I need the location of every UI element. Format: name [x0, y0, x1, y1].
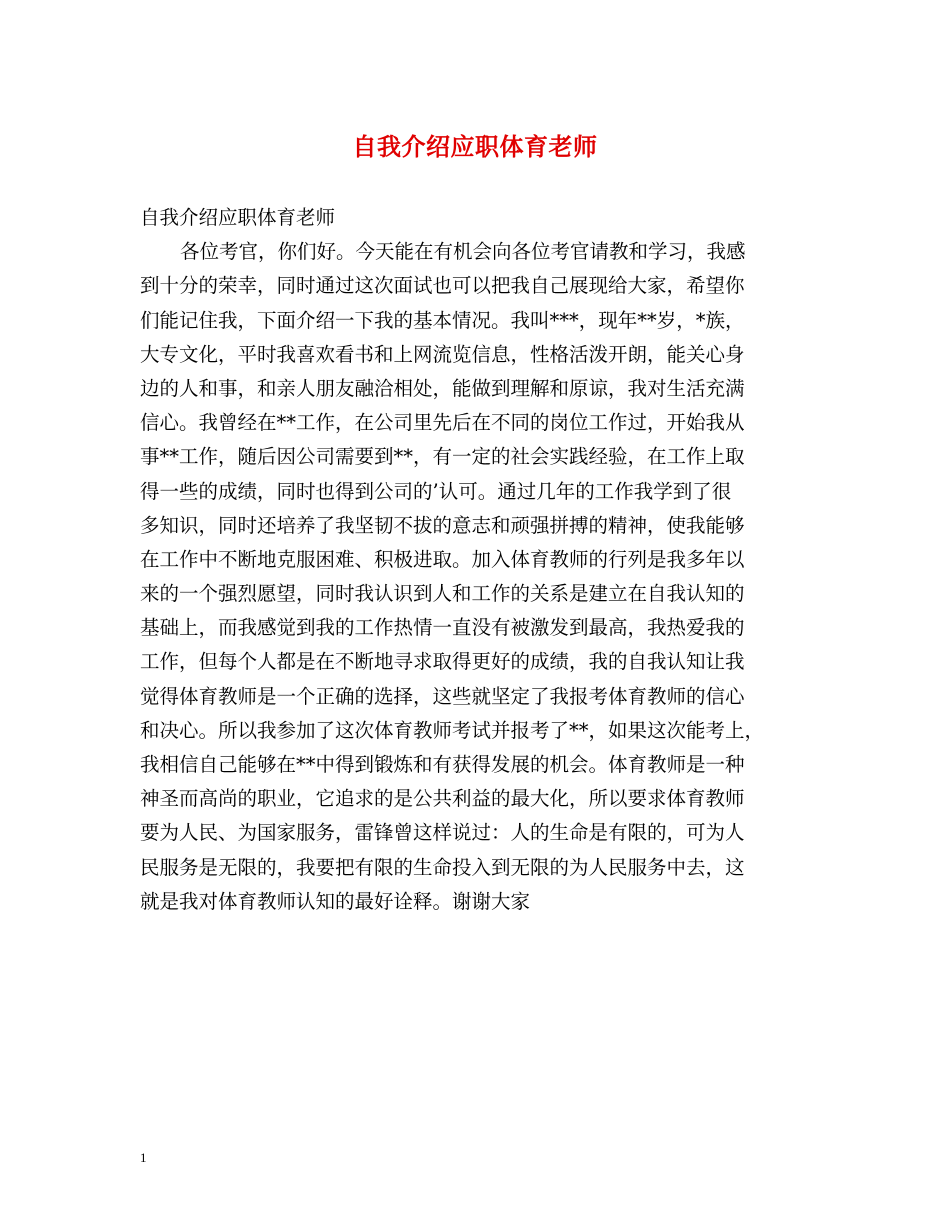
paragraph-line: 们能记住我，下面介绍一下我的基本情况。我叫***，现年**岁，*族，	[140, 308, 745, 332]
paragraph-line: 基础上，而我感觉到我的工作热情一直没有被激发到最高，我热爱我的	[140, 616, 745, 640]
paragraph-line: 信心。我曾经在**工作，在公司里先后在不同的岗位工作过，开始我从	[140, 411, 745, 435]
paragraph-line: 事**工作，随后因公司需要到**，有一定的社会实践经验，在工作上取	[140, 445, 745, 469]
paragraph-line: 到十分的荣幸，同时通过这次面试也可以把我自己展现给大家，希望你	[140, 274, 745, 298]
page-number: 1	[140, 1150, 147, 1165]
paragraph-line: 得一些的成绩，同时也得到公司的’认可。通过几年的工作我学到了很	[140, 479, 732, 503]
paragraph-line: 边的人和事，和亲人朋友融洽相处，能做到理解和原谅，我对生活充满	[140, 376, 745, 400]
paragraph-line: 各位考官，你们好。今天能在有机会向各位考官请教和学习，我感	[180, 240, 746, 264]
paragraph-line: 大专文化，平时我喜欢看书和上网流览信息，性格活泼开朗，能关心身	[140, 342, 745, 366]
paragraph-line: 我相信自己能够在**中得到锻炼和有获得发展的机会。体育教师是一种	[140, 753, 745, 776]
document-body	[140, 201, 820, 919]
paragraph-line: 觉得体育教师是一个正确的选择，这些就坚定了我报考体育教师的信心	[140, 684, 745, 708]
document-title: 自我介绍应职体育老师	[352, 132, 598, 161]
paragraph-line: 来的一个强烈愿望，同时我认识到人和工作的关系是建立在自我认知的	[140, 582, 745, 606]
document-subtitle: 自我介绍应职体育老师	[140, 206, 336, 229]
paragraph-line: 和决心。所以我参加了这次体育教师考试并报考了**，如果这次能考上，	[140, 718, 765, 742]
paragraph-line: 神圣而高尚的职业，它追求的是公共利益的最大化，所以要求体育教师	[140, 787, 745, 811]
paragraph-line: 民服务是无限的，我要把有限的生命投入到无限的为人民服务中去，这	[140, 855, 745, 879]
paragraph-line: 就是我对体育教师认知的最好诠释。谢谢大家	[140, 889, 531, 913]
paragraph-line: 在工作中不断地克服困难、积极进取。加入体育教师的行列是我多年以	[140, 547, 745, 571]
paragraph-line: 工作，但每个人都是在不断地寻求取得更好的成绩，我的自我认知让我	[140, 650, 745, 674]
paragraph-line: 要为人民、为国家服务，雷锋曾这样说过：人的生命是有限的，可为人	[140, 821, 745, 845]
paragraph-line: 多知识，同时还培养了我坚韧不拔的意志和顽强拼搏的精神，使我能够	[140, 513, 745, 537]
